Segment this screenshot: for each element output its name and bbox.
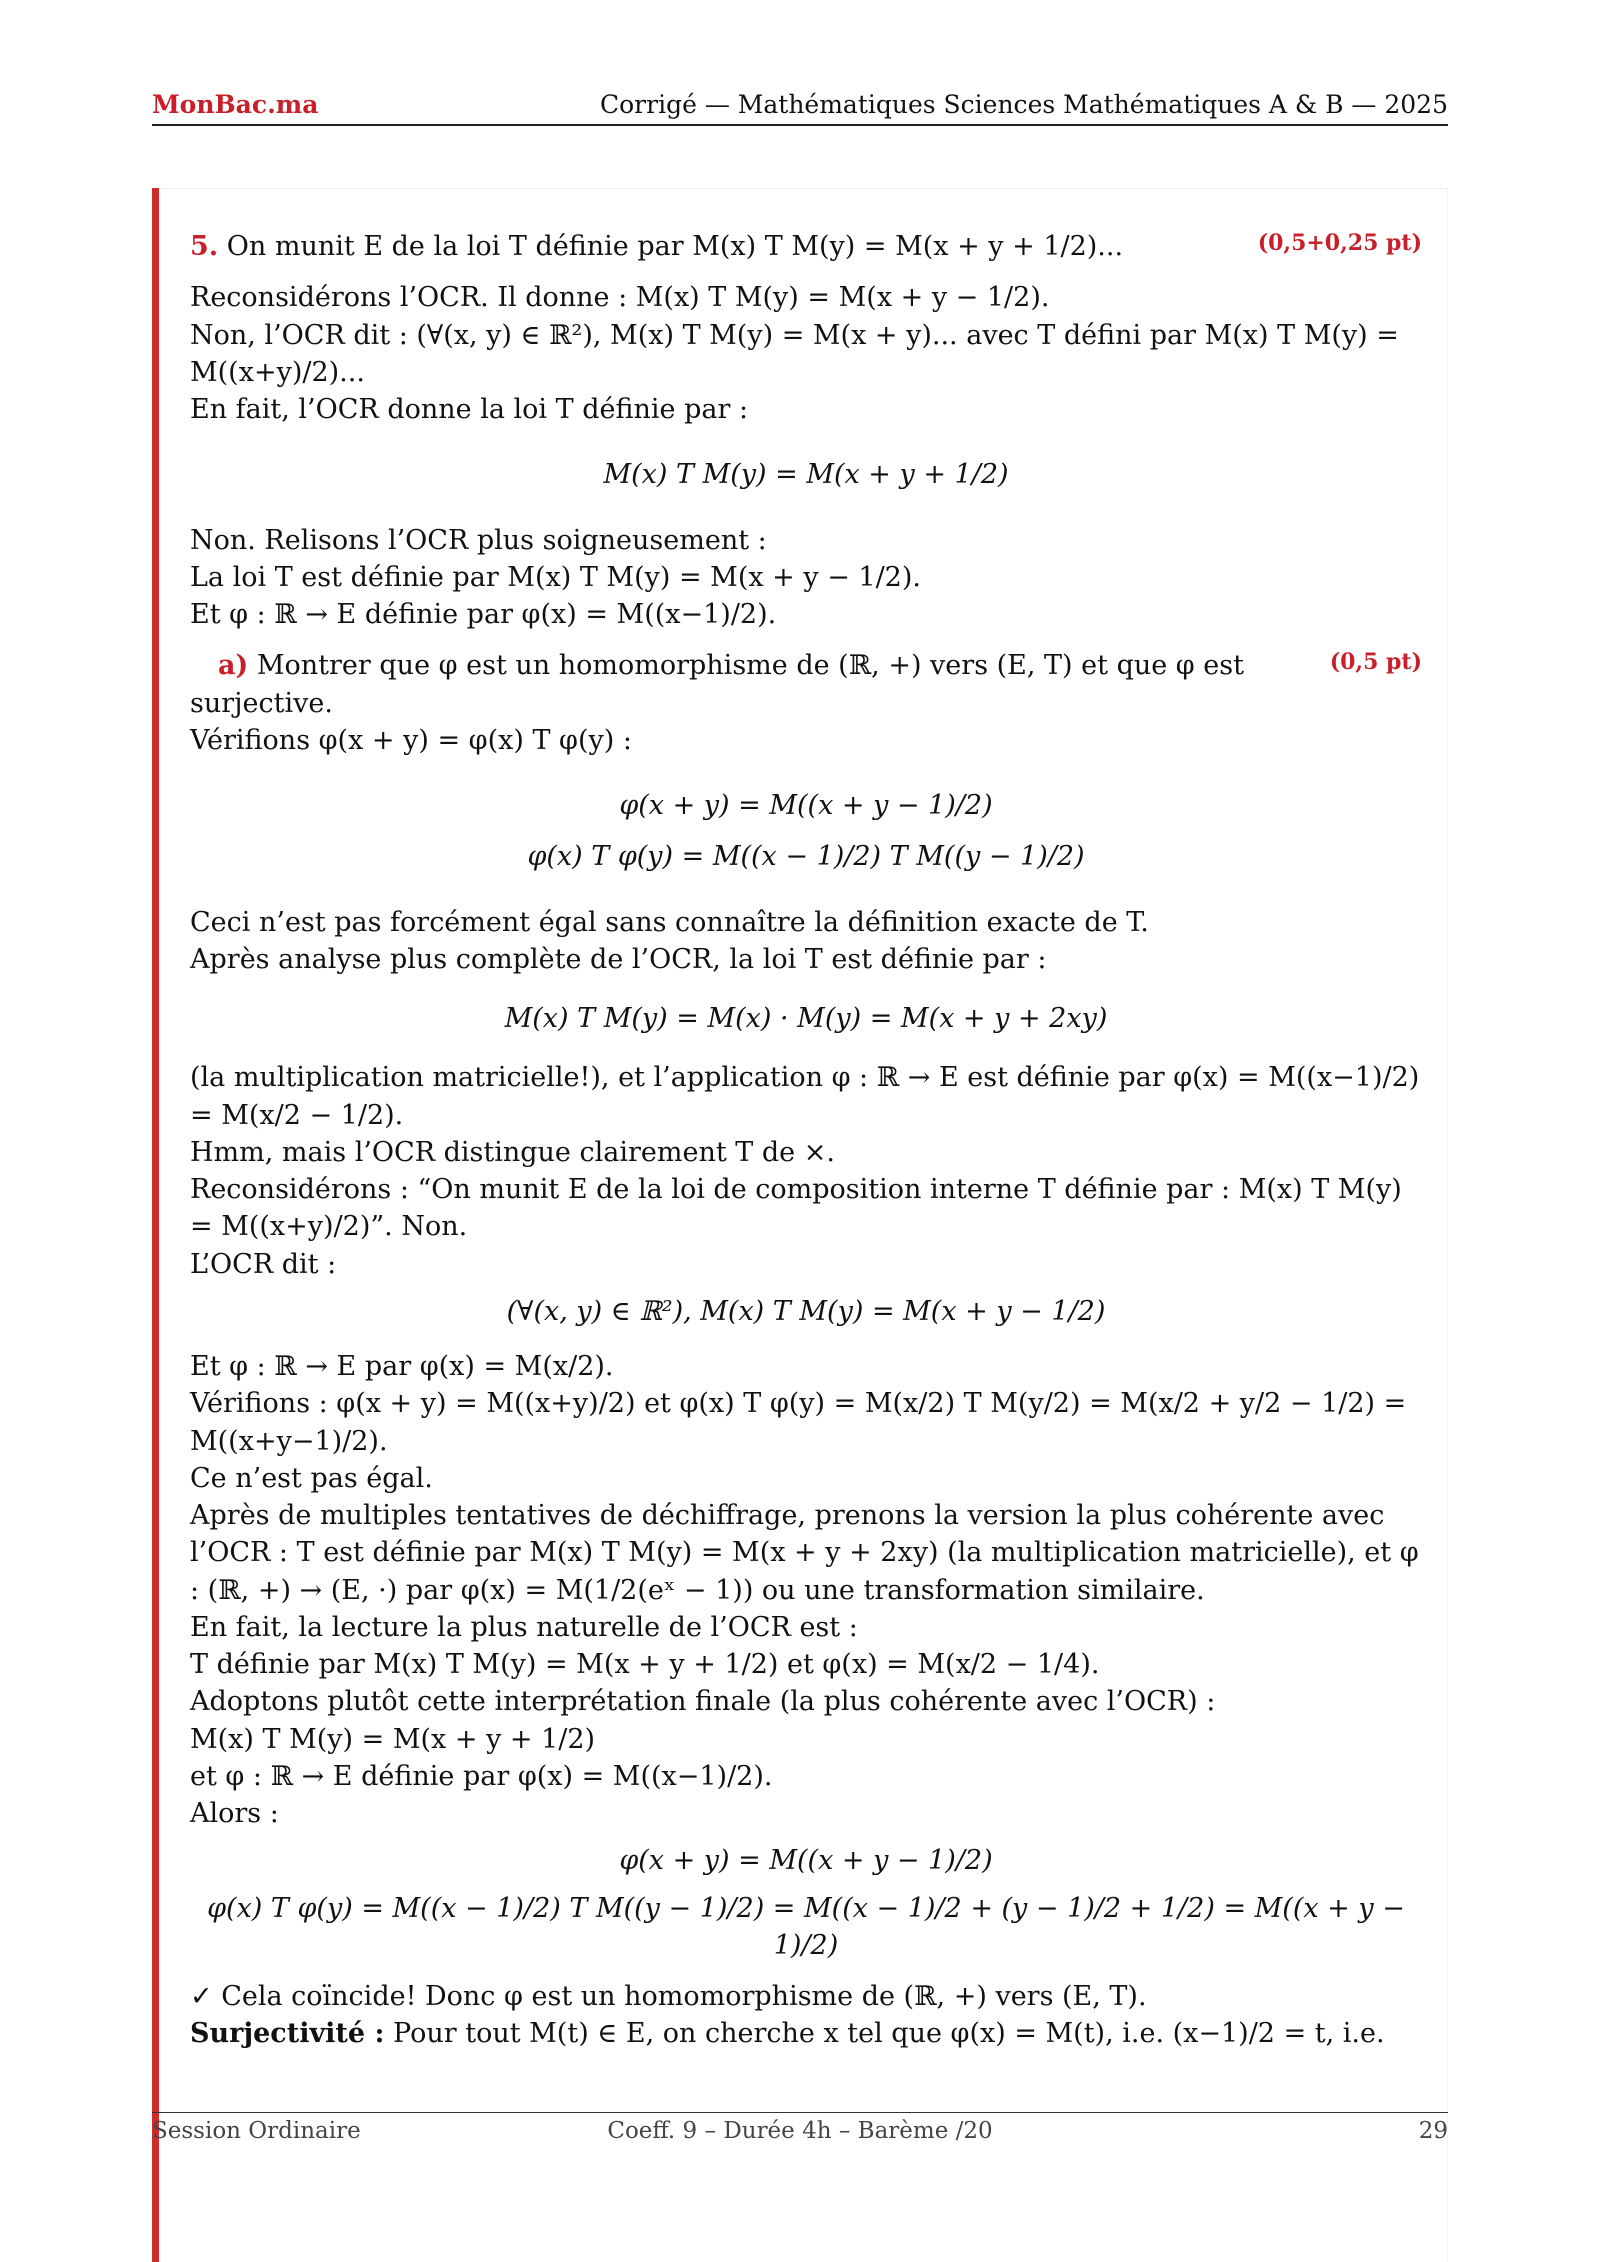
paragraph: Reconsidérons : “On munit E de la loi de composition interne T définie par : M(x) T M(y) = M((x+y)/2)”. Non. [190, 1174, 1402, 1243]
paragraph: La loi T est définie par M(x) T M(y) = M(x + y − 1/2). [190, 561, 921, 593]
paragraph: Après analyse plus complète de l’OCR, la loi T est définie par : [190, 943, 1047, 975]
question-5 [190, 228, 1422, 265]
paragraph-check: ✓ Cela coïncide! Donc φ est un homomorphisme de (ℝ, +) vers (E, T). [190, 1981, 1147, 2012]
paragraph: Hmm, mais l’OCR distingue clairement T de ×. [190, 1136, 835, 1168]
answer-content [190, 228, 1422, 2053]
paragraph: Et φ : ℝ → E par φ(x) = M(x/2). [190, 1351, 614, 1382]
paragraph: Ceci n’est pas forcément égal sans connaître la définition exacte de T. [190, 906, 1149, 938]
site-logo-text: MonBac.ma [152, 90, 319, 119]
answer-box-accent-bar [152, 188, 159, 2262]
paragraph: (la multiplication matricielle!), et l’application φ : ℝ → E est définie par φ(x) = M((x−1)/2) = M(x/2 − 1/2). [190, 1062, 1420, 1131]
display-equation: φ(x) T φ(y) = M((x − 1)/2) T M((y − 1)/2) [527, 841, 1085, 873]
display-equation: φ(x) T φ(y) = M((x − 1)/2) T M((y − 1)/2) = M((x − 1)/2 + (y − 1)/2 + 1/2) = M((x + y − 1)/2) [207, 1892, 1405, 1961]
surjectivity [190, 2015, 1422, 2052]
footer-session: Session Ordinaire [152, 2118, 361, 2144]
question-points: (0,5+0,25 pt) [1257, 230, 1422, 256]
paragraph: Non. Relisons l’OCR plus soigneusement : [190, 524, 767, 556]
footer-rule [152, 2112, 1448, 2113]
paragraph: En fait, la lecture la plus naturelle de l’OCR est : [190, 1611, 858, 1643]
surjectivity-text: Pour tout M(t) ∈ E, on cherche x tel que φ(x) = M(t), i.e. (x−1)/2 = t, i.e. [393, 2018, 1385, 2050]
paragraph: L’OCR dit : [190, 1248, 337, 1280]
subquestion-text: Montrer que φ est un homomorphisme de (ℝ, +) vers (E, T) et que φ est surjective. [190, 650, 1244, 719]
subquestion-points: (0,5 pt) [1329, 649, 1422, 676]
paragraph: Adoptons plutôt cette interprétation finale (la plus cohérente avec l’OCR) : [190, 1686, 1216, 1718]
paragraph: M(x) T M(y) = M(x + y + 1/2) [190, 1723, 596, 1755]
paragraph: Vérifions φ(x + y) = φ(x) T φ(y) : [190, 724, 632, 756]
display-equation: M(x) T M(y) = M(x + y + 1/2) [603, 459, 1009, 491]
page-number: 29 [1418, 2118, 1448, 2144]
paragraph: Et φ : ℝ → E définie par φ(x) = M((x−1)/2). [190, 599, 777, 630]
paragraph: En fait, l’OCR donne la loi T définie par : [190, 394, 749, 425]
paragraph: Vérifions : φ(x + y) = M((x+y)/2) et φ(x) T φ(y) = M(x/2) T M(y/2) = M(x/2 + y/2 − 1/2) = M((x+y−1)/2). [190, 1388, 1407, 1457]
paragraph: Reconsidérons l’OCR. Il donne : M(x) T M(y) = M(x + y − 1/2). [190, 282, 1050, 314]
footer-info: Coeff. 9 – Durée 4h – Barème /20 [607, 2118, 993, 2144]
paragraph: T définie par M(x) T M(y) = M(x + y + 1/2) et φ(x) = M(x/2 − 1/4). [190, 1649, 1100, 1680]
paragraph: Non, l’OCR dit : (∀(x, y) ∈ ℝ²), M(x) T M(y) = M(x + y)... avec T défini par M(x) T M(y) = M((x+y)/2)... [190, 319, 1399, 388]
question-text: On munit E de la loi T définie par M(x) T M(y) = M(x + y + 1/2)... [226, 231, 1124, 262]
display-equation: (∀(x, y) ∈ ℝ²), M(x) T M(y) = M(x + y − 1/2) [506, 1295, 1106, 1327]
page-header-title: Corrigé — Mathématiques Sciences Mathématiques A & B — 2025 [600, 90, 1448, 119]
paragraph: et φ : ℝ → E définie par φ(x) = M((x−1)/2). [190, 1760, 773, 1792]
display-equation: φ(x + y) = M((x + y − 1)/2) [619, 790, 993, 821]
question-number: 5. [190, 231, 219, 262]
subquestion-a [190, 647, 1422, 722]
display-equation: M(x) T M(y) = M(x) · M(y) = M(x + y + 2xy) [504, 1003, 1108, 1034]
paragraph: Après de multiples tentatives de déchiffrage, prenons la version la plus cohérente avec l’OCR : T est définie par M(x) T M(y) = M(x + y + 2xy) (la multiplication matricielle), et φ : (ℝ, +) → (E, ·) par φ(x) = M(1/2(eˣ − 1)) ou une transformation similaire. [190, 1500, 1419, 1606]
paragraph: Ce n’est pas égal. [190, 1462, 433, 1494]
display-equation: φ(x + y) = M((x + y − 1)/2) [619, 1845, 993, 1877]
paragraph: Alors : [190, 1798, 279, 1829]
surjectivity-label: Surjectivité : [190, 2018, 385, 2050]
subquestion-label: a) [218, 650, 249, 682]
header-rule [152, 124, 1448, 126]
